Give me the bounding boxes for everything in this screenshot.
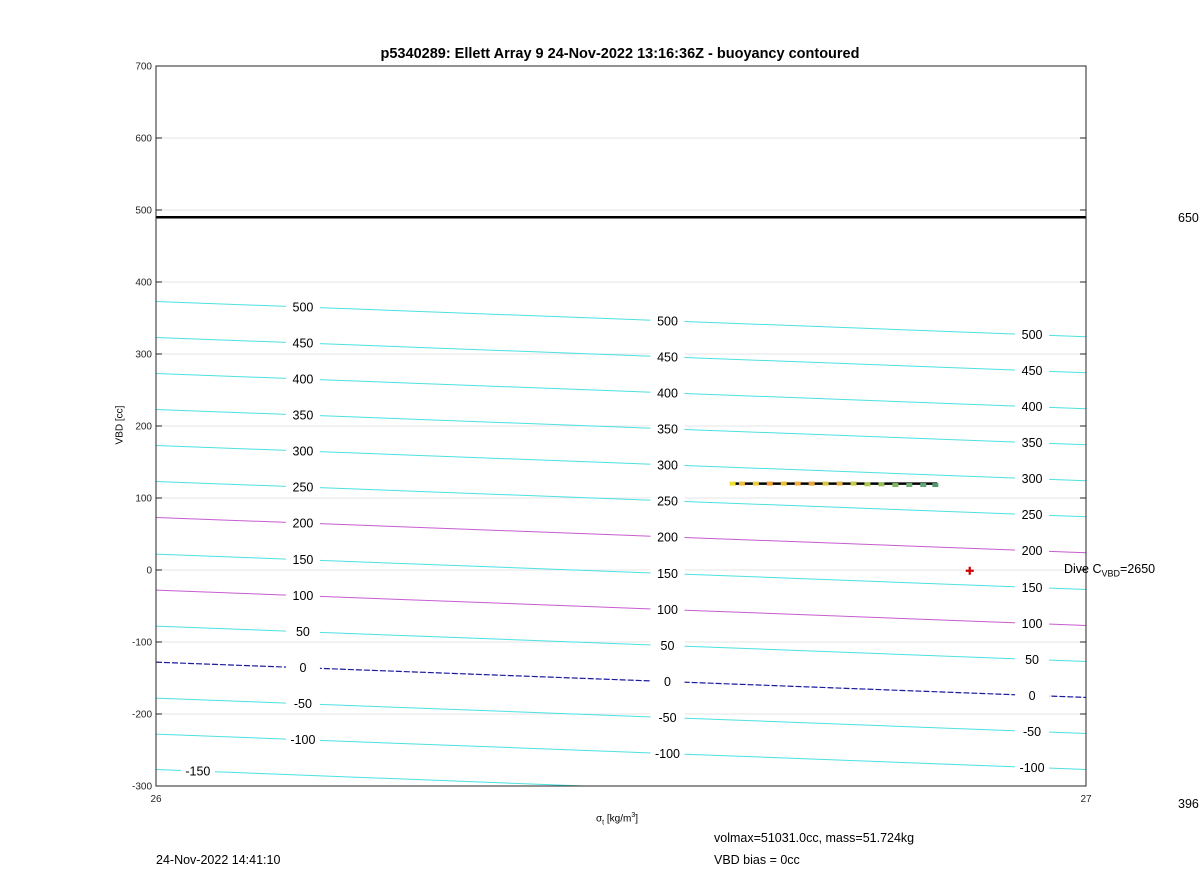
contour-label: 100	[657, 603, 678, 618]
dive-track-point	[795, 482, 801, 486]
contour-label: 500	[292, 300, 314, 315]
dive-label-prefix: Dive C	[1064, 562, 1102, 576]
footer-date: 24-Nov-2022 14:41:10	[156, 853, 281, 867]
right-label-top: 650	[1178, 211, 1199, 225]
contour-label: -50	[658, 711, 677, 726]
dive-label-value: =2650	[1120, 562, 1156, 576]
dive-track-point	[781, 482, 787, 486]
contour-label: 150	[292, 553, 314, 568]
dive-label-subscript: VBD	[1101, 568, 1121, 579]
y-tick-label: 300	[135, 349, 152, 361]
dive-track-point	[809, 482, 815, 486]
contour-label: 150	[1021, 580, 1043, 595]
contour-label: 200	[657, 530, 678, 545]
footer-vbd-bias: VBD bias = 0cc	[714, 853, 800, 867]
contour-label: 300	[657, 458, 678, 473]
y-tick-label: 500	[135, 205, 152, 217]
dive-track-point	[739, 482, 745, 486]
contour-label: 400	[1021, 400, 1043, 415]
contour-label: 200	[292, 516, 314, 531]
x-axis-symbol-subscript: t	[602, 819, 605, 827]
dive-track-point	[730, 482, 736, 486]
contour-label: 50	[660, 639, 675, 654]
x-tick-label: 27	[1080, 794, 1092, 805]
dive-track-point	[892, 483, 898, 487]
x-axis-units-superscript: 3	[631, 812, 636, 819]
contour-label: 400	[657, 386, 678, 401]
right-label-bottom: 396	[1178, 797, 1199, 811]
dive-track-point	[906, 483, 912, 487]
y-tick-label: -300	[131, 781, 152, 793]
contour-label: 100	[292, 589, 314, 604]
contour-label: 350	[657, 422, 678, 437]
dive-track-point	[851, 482, 857, 486]
dive-track-point	[753, 482, 759, 486]
dive-cvbd-label	[1064, 562, 1155, 579]
tick-label-layer	[132, 62, 1092, 806]
dive-track-point	[878, 482, 884, 486]
contour-label: -50	[1023, 724, 1042, 739]
contour-label: 500	[657, 314, 678, 329]
contour-label: -100	[654, 747, 681, 762]
contour-label: 50	[295, 625, 310, 640]
dive-track-point	[920, 483, 926, 487]
contour-label: -150	[185, 764, 211, 779]
dive-track-point	[864, 482, 870, 486]
contour-label: 450	[1021, 364, 1043, 379]
dive-track-point	[932, 483, 938, 487]
contour-label: 500	[1021, 328, 1043, 343]
x-axis-units-suffix: ]	[635, 813, 639, 825]
dive-marker	[966, 567, 974, 575]
track-layer	[730, 482, 939, 487]
dive-track-point	[837, 482, 843, 486]
contour-label: -50	[293, 697, 312, 712]
y-tick-label: 0	[146, 565, 152, 577]
y-tick-label: 200	[135, 421, 152, 433]
chart-title: p5340289: Ellett Array 9 24-Nov-2022 13:16:36Z - buoyancy contoured	[380, 46, 860, 62]
dive-track-point	[767, 482, 773, 486]
contour-label: 250	[292, 480, 314, 495]
y-tick-label: 700	[135, 61, 152, 73]
y-tick-label: 400	[135, 277, 152, 289]
y-tick-label: 600	[135, 133, 152, 145]
footer-volmax: volmax=51031.0cc, mass=51.724kg	[714, 831, 915, 845]
contour-label: 0	[664, 675, 671, 690]
contour-label: 350	[292, 408, 314, 423]
contour-label: 400	[292, 372, 314, 387]
contour-label-layer	[181, 300, 1049, 779]
contour-label: 0	[1028, 688, 1036, 703]
contour-label: 350	[1021, 436, 1043, 451]
contour-label: -100	[290, 733, 316, 748]
x-axis-label	[596, 812, 638, 826]
y-tick-label: 100	[135, 493, 152, 505]
contour-label: 200	[1021, 544, 1043, 559]
contour-label: 250	[1021, 508, 1043, 523]
contour-line	[156, 769, 584, 786]
contour-label: 300	[1021, 472, 1043, 487]
contour-label: 150	[657, 567, 678, 582]
contour-label: 250	[657, 494, 678, 509]
marker-layer	[966, 567, 974, 575]
y-tick-label: -100	[131, 637, 152, 649]
contour-label: 300	[292, 444, 314, 459]
y-tick-label: -200	[131, 709, 152, 721]
x-axis-units-prefix: [kg/m	[604, 813, 632, 825]
contour-label: 450	[657, 350, 678, 365]
contour-label: 0	[299, 661, 307, 676]
x-tick-label: 26	[150, 794, 162, 805]
x-axis-symbol: σ	[596, 813, 603, 825]
contour-label: 450	[292, 336, 314, 351]
dive-track-point	[823, 482, 829, 486]
contour-label: 50	[1025, 652, 1040, 667]
contour-label: 100	[1021, 616, 1043, 631]
contour-label: -100	[1019, 760, 1045, 775]
y-axis-label: VBD [cc]	[114, 405, 126, 445]
